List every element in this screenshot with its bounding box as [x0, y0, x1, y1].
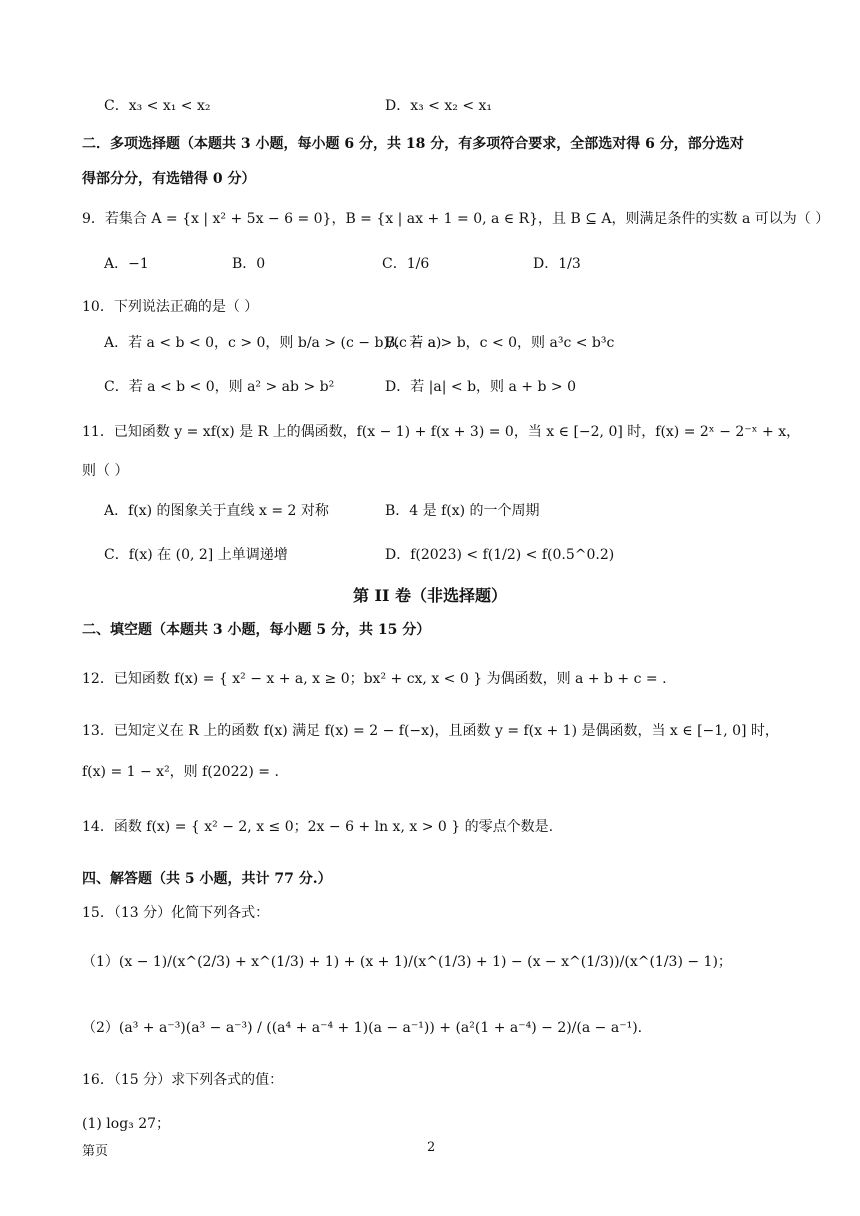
text-line: B．4 是 f(x) 的一个周期: [385, 503, 540, 519]
text-line: C．若 a < b < 0，则 a² > ab > b²: [104, 379, 335, 395]
text-line: 14．函数 f(x) = { x² − 2, x ≤ 0；2x − 6 + ln x, x > 0 } 的零点个数是.: [82, 819, 554, 835]
text-line: 12．已知函数 f(x) = { x² − x + a, x ≥ 0；bx² + cx, x < 0 } 为偶函数，则 a + b + c = .: [82, 671, 667, 687]
text-line: （1）(x − 1)/(x^(2/3) + x^(1/3) + 1) + (x + 1)/(x^(1/3) + 1) − (x − x^(1/3))/(x^(1/3) − 1)；: [82, 954, 732, 970]
text-line: B．0: [232, 256, 266, 272]
text-line: 二．多项选择题（本题共 3 小题，每小题 6 分，共 18 分，有多项符合要求，全部选对得 6 分，部分选对: [82, 136, 744, 152]
text-line: A．f(x) 的图象关于直线 x = 2 对称: [104, 503, 329, 519]
text-line: D．1/3: [533, 256, 581, 272]
footer-left: 第页: [82, 1144, 109, 1159]
text-line: D．x₃ < x₂ < x₁: [385, 98, 493, 114]
page-number: 2: [427, 1140, 436, 1155]
text-line: A．若 a < b < 0，c > 0，则 b/a > (c − b)/(c − a): [104, 335, 442, 351]
text-line: 四、解答题（共 5 小题，共计 77 分.）: [82, 871, 332, 887]
text-line: 16．（15 分）求下列各式的值：: [82, 1072, 284, 1088]
text-line: 10．下列说法正确的是（ ）: [82, 299, 259, 315]
text-line: 15．（13 分）化简下列各式：: [82, 905, 270, 921]
text-line: （2）(a³ + a⁻³)(a³ − a⁻³) / ((a⁴ + a⁻⁴ + 1)(a − a⁻¹)) + (a²(1 + a⁻⁴) − 2)/(a − a⁻¹).: [82, 1020, 643, 1036]
text-line: 则（ ）: [82, 463, 129, 479]
text-line: C．1/6: [382, 256, 430, 272]
text-line: C．f(x) 在 (0, 2] 上单调递增: [104, 547, 288, 563]
text-line: 第 II 卷（非选择题）: [352, 586, 508, 605]
text-line: (1) log₃ 27；: [82, 1116, 171, 1132]
text-line: 得部分分，有选错得 0 分）: [82, 171, 256, 187]
text-line: A．−1: [104, 256, 149, 272]
text-line: B．若 a > b，c < 0，则 a³c < b³c: [385, 335, 615, 351]
text-line: C．x₃ < x₁ < x₂: [104, 98, 211, 114]
text-line: 11．已知函数 y = xf(x) 是 R 上的偶函数，f(x − 1) + f(x + 3) = 0，当 x ∈ [−2, 0] 时，f(x) = 2ˣ − 2⁻ˣ + x，: [82, 424, 801, 440]
text-line: D．f(2023) < f(1/2) < f(0.5^0.2): [385, 547, 615, 563]
text-line: f(x) = 1 − x²，则 f(2022) = .: [82, 764, 279, 780]
text-line: D．若 |a| < b，则 a + b > 0: [385, 379, 576, 395]
text-line: 二、填空题（本题共 3 小题，每小题 5 分，共 15 分）: [82, 622, 431, 638]
text-line: 9．若集合 A = {x | x² + 5x − 6 = 0}，B = {x | ax + 1 = 0, a ∈ R}，且 B ⊆ A，则满足条件的实数 a 可以为（ ）: [82, 211, 830, 227]
text-line: 13．已知定义在 R 上的函数 f(x) 满足 f(x) = 2 − f(−x)，且函数 y = f(x + 1) 是偶函数，当 x ∈ [−1, 0] 时，: [82, 723, 779, 739]
